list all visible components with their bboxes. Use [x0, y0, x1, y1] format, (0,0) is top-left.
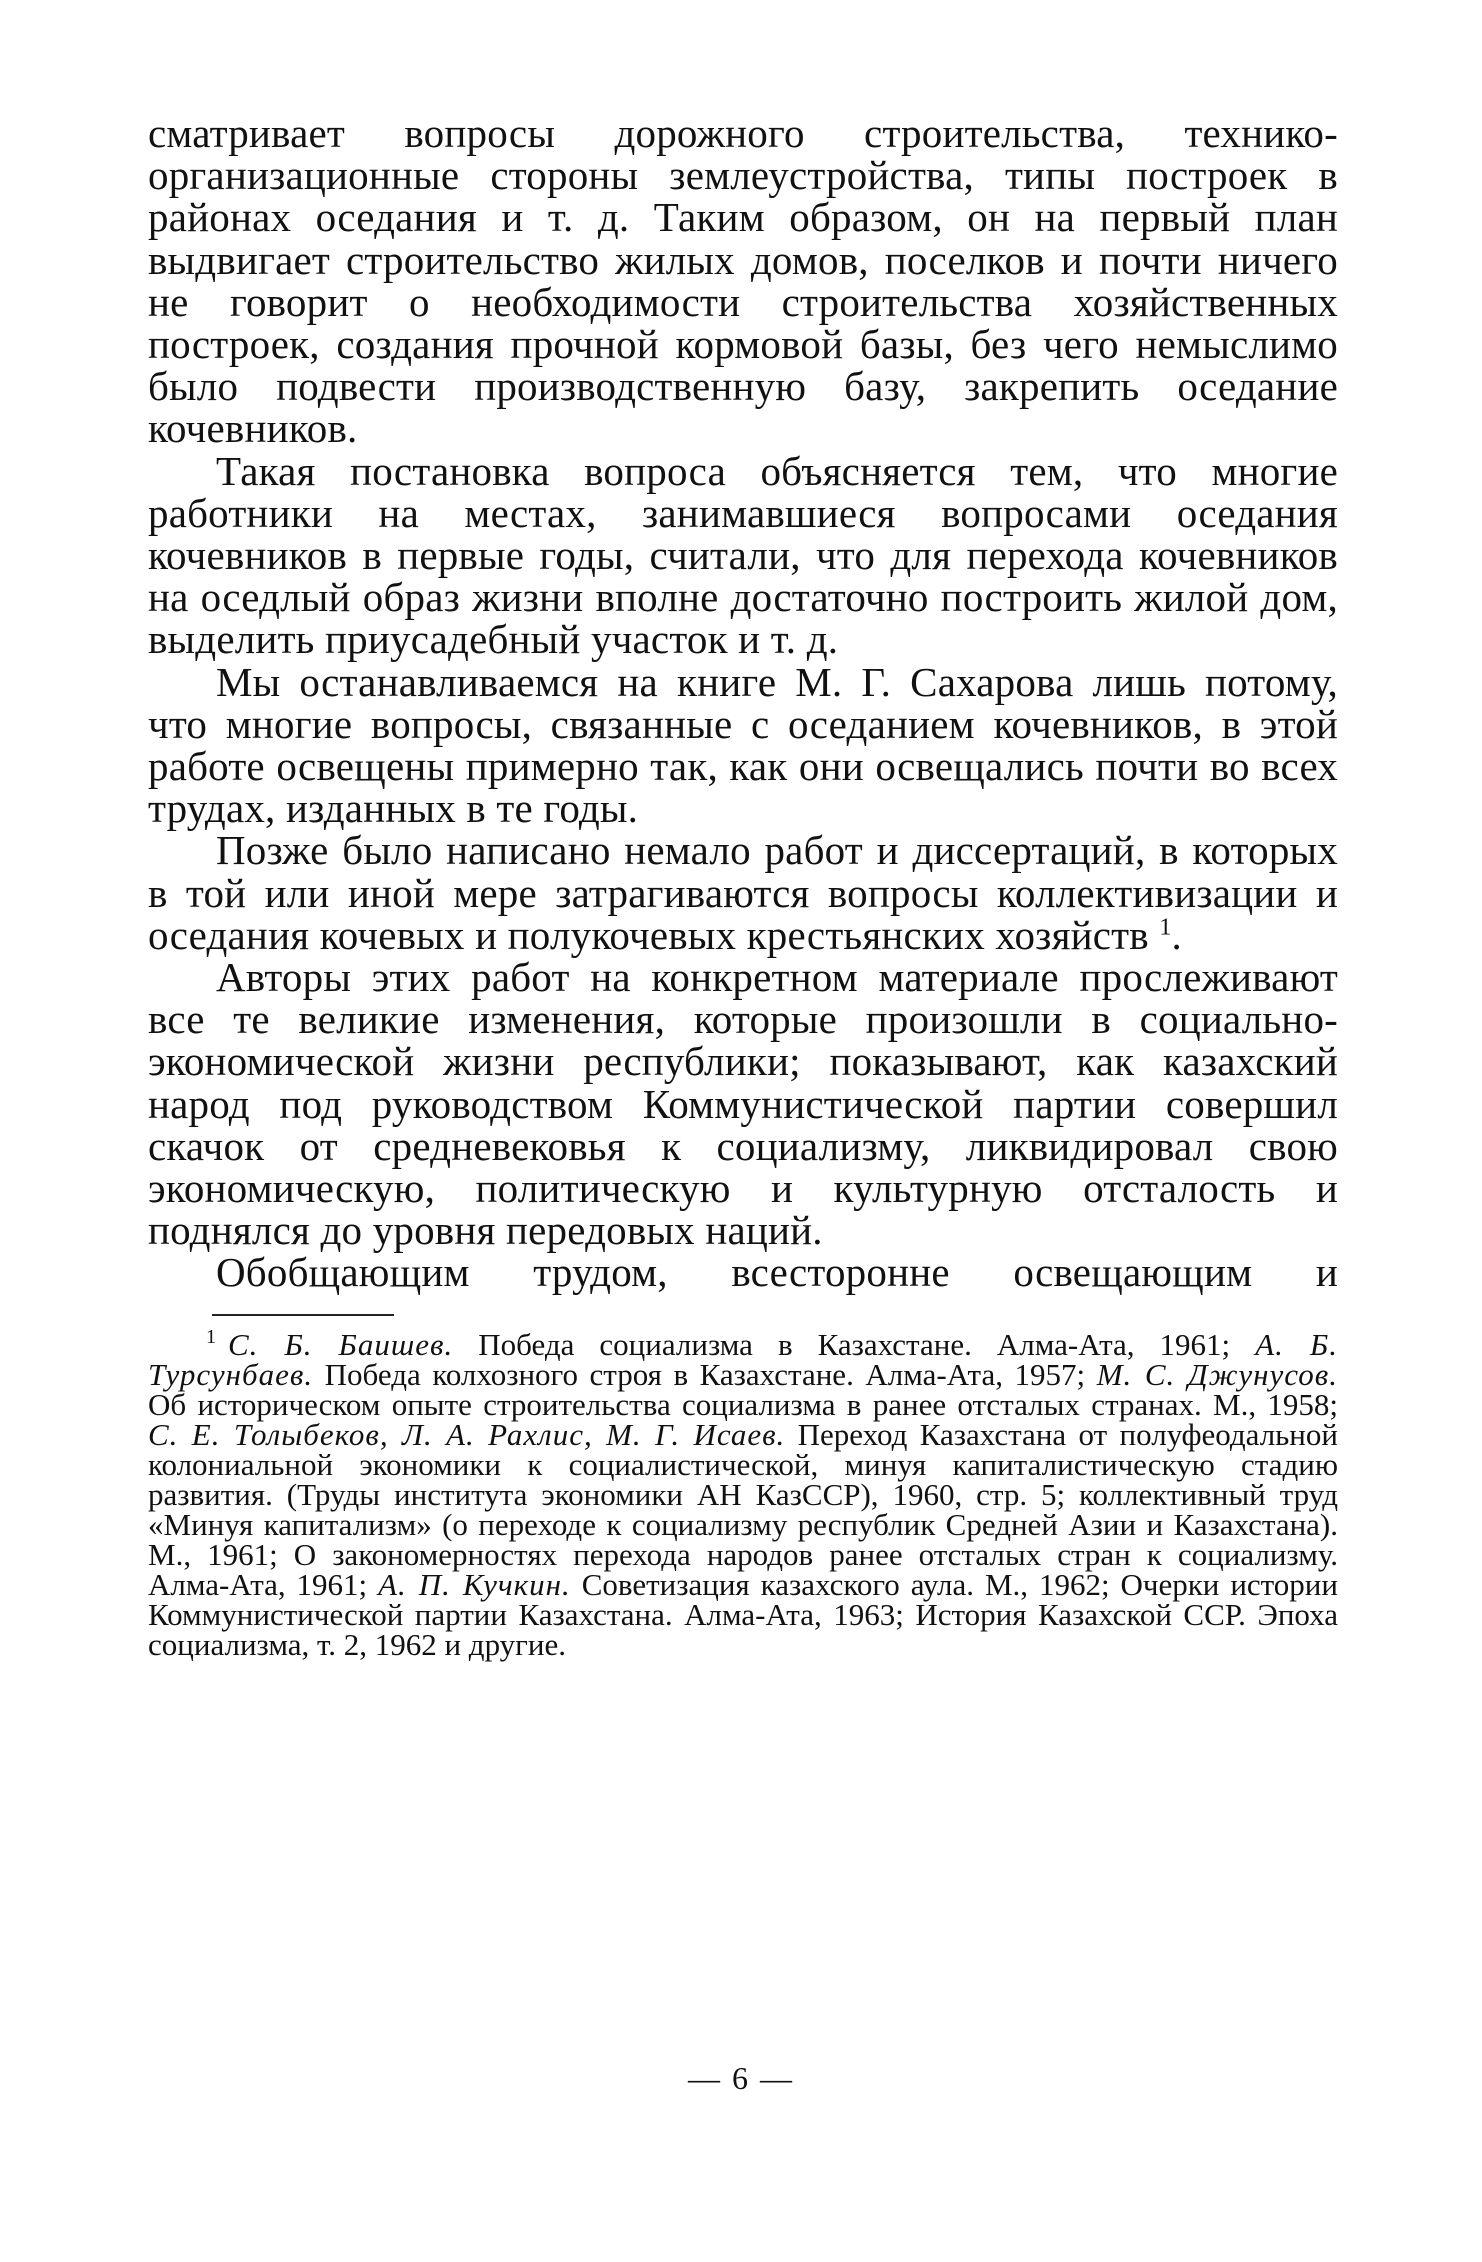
footnote-reference-tail: . — [1171, 911, 1182, 958]
paragraph-2: Такая постановка вопроса объясняется тем, что многие работники на местах, занимавшиеся вопросами оседания кочевников в первые годы, считали, что для перехода кочевников на оседлый образ жизни вполне достаточно построить жилой дом, выделить приусадебный участок и т. д. — [148, 447, 1338, 663]
footnote-marker: 1 — [206, 1326, 216, 1349]
footnote-text: Победа социализма в Казахстане. Алма-Ата, 1961; — [453, 1326, 1256, 1362]
paragraph-4 — [148, 829, 1338, 956]
footnote-author: М. С. Джунусов. — [1096, 1356, 1338, 1392]
footnote-text: Об историческом опыте строительства социализма в ранее отсталых странах. М., 1958; — [148, 1386, 1338, 1422]
footnote-divider — [212, 1314, 394, 1316]
paragraph-3: Мы останавливаемся на книге М. Г. Сахарова лишь потому, что многие вопросы, связанные с оседанием кочевников, в этой работе освещены примерно так, как они освещались почти во всех трудах, изданных в те годы. — [148, 658, 1338, 832]
paragraph-6: Обобщающим трудом, всесторонне освещающим и — [216, 1249, 1338, 1296]
footnote-author: А. П. Кучкин. — [378, 1566, 571, 1602]
page-number: — 6 — — [688, 2060, 794, 2096]
footnote-text: Советизация казахского аула. М., 1962; Очерки истории Коммунистической партии Казахстана. Алма-Ата, 1963; История Казахской ССР. Эпоха социализма, т. 2, 1962 и другие. — [148, 1566, 1338, 1662]
footnote-text: Переход Казахстана от полуфеодальной колониальной экономики к социалистической, минуя капиталистическую стадию развития. (Труды института экономики АН КазССР), 1960, стр. 5; коллективный труд «Минуя капитализм» (о переходе к социализму республик Средней Азии и Казахстана). М., 1961; О закономерностях перехода народов ранее отсталых стран к социализму. Алма-Ата, 1961; — [148, 1416, 1338, 1602]
paragraph-1: сматривает вопросы дорожного строительства, технико-организационные стороны землеустройства, типы построек в районах оседания и т. д. Таким образом, он на первый план выдвигает строительство жилых домов, поселков и почти ничего не говорит о необходимости строительства хозяйственных построек, создания прочной кормовой базы, без чего немыслимо было подвести производственную базу, закрепить оседание кочевников. — [148, 110, 1338, 452]
main-text — [148, 112, 1338, 1294]
footnote-author: С. Б. Баишев. — [228, 1326, 454, 1362]
footnote-text: Победа колхозного строя в Казахстане. Алма-Ата, 1957; — [313, 1356, 1097, 1392]
paragraph-5: Авторы этих работ на конкретном материале прослеживают все те великие изменения, которые произошли в социально-экономической жизни республики; показывают, как казахский народ под руководством Коммунистической партии совершил скачок от средневековья к социализму, ликвидировал свою экономическую, политическую и культурную отсталость и поднялся до уровня передовых наций. — [148, 954, 1338, 1254]
footnote-author: А. Б. Турсунбаев. — [148, 1326, 1338, 1392]
footnote — [148, 1326, 1338, 1662]
footnote-author: С. Е. Толыбеков, Л. А. Рахлис, М. Г. Исаев. — [148, 1416, 786, 1452]
page-content — [148, 112, 1338, 1660]
paragraph-4-text: Позже было написано немало работ и диссертаций, в которых в той или иной мере затрагиваются вопросы коллективизации и оседания кочевых и полукочевых крестьянских хозяйств — [148, 827, 1338, 958]
footnote-reference[interactable]: 1 — [1159, 914, 1172, 941]
